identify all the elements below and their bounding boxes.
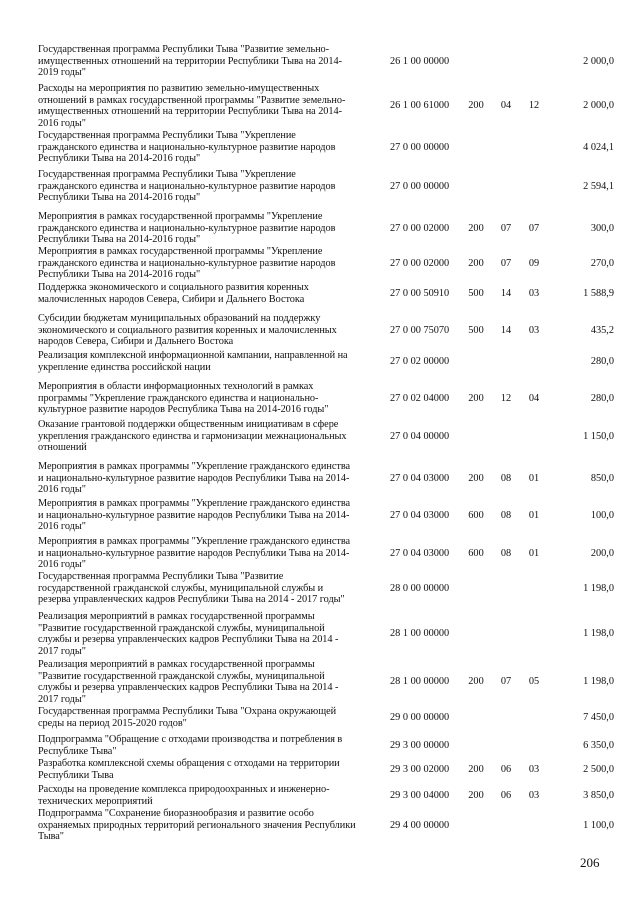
row-amount: 850,0	[590, 472, 614, 484]
row-expense-type: 500	[468, 287, 484, 299]
row-section: 06	[500, 789, 512, 801]
row-target-code: 26 1 00 00000	[390, 55, 450, 67]
row-amount: 7 450,0	[583, 711, 614, 723]
row-amount: 4 024,1	[583, 141, 614, 153]
row-description: Субсидии бюджетам муниципальных образований на поддержку экономического и социального развития коренных и малочисленных народов Севера, Сибири и Дальнего Востока	[38, 313, 337, 348]
row-amount: 1 198,0	[583, 628, 614, 640]
row-description: Государственная программа Республики Тыва "Укрепление гражданского единства и национально-культурное развитие народов Республики Тыва на 2014-2016 годы"	[38, 130, 336, 165]
row-description: Государственная программа Республики Тыва "Охрана окружающей среды на период 2015-2020 годов"	[38, 706, 337, 729]
row-section: 04	[500, 100, 512, 112]
row-amount: 300,0	[590, 222, 614, 234]
row-amount: 1 198,0	[583, 582, 614, 594]
row-section: 06	[500, 763, 512, 775]
row-expense-type: 200	[468, 100, 484, 112]
row-description: Реализация мероприятий в рамках государственной программы "Развитие государственной гражданской службы, муниципальной службы и резерва управленческих кадров Республики Тыва на 2014 - 2017 годы"	[38, 611, 339, 657]
row-subsection: 01	[528, 547, 540, 559]
row-amount: 435,2	[590, 324, 614, 336]
row-description: Мероприятия в рамках программы "Укрепление гражданского единства и национально-культурное развитие народов Республики Тыва на 2014- 2016 годы"	[38, 498, 351, 533]
row-target-code: 27 0 04 03000	[390, 547, 450, 559]
row-expense-type: 200	[468, 222, 484, 234]
row-target-code: 27 0 00 00000	[390, 141, 450, 153]
row-subsection: 03	[528, 789, 540, 801]
row-amount: 270,0	[590, 257, 614, 269]
row-amount: 1 198,0	[583, 676, 614, 688]
row-section: 08	[500, 472, 512, 484]
row-expense-type: 600	[468, 509, 484, 521]
row-description: Расходы на проведение комплекса природоохранных и инженерно- технических мероприятий	[38, 784, 330, 807]
row-amount: 3 850,0	[583, 789, 614, 801]
row-amount: 1 100,0	[583, 819, 614, 831]
row-amount: 2 000,0	[583, 100, 614, 112]
row-expense-type: 600	[468, 547, 484, 559]
row-description: Мероприятия в рамках программы "Укрепление гражданского единства и национально-культурное развитие народов Республики Тыва на 2014- 2016 годы"	[38, 536, 351, 571]
row-description: Государственная программа Республики Тыва "Укрепление гражданского единства и национально-культурное развитие народов Республики Тыва на 2014-2016 годы"	[38, 169, 336, 204]
row-target-code: 27 0 04 00000	[390, 430, 450, 442]
row-amount: 280,0	[590, 392, 614, 404]
row-description: Расходы на мероприятия по развитию земельно-имущественных отношений в рамках государственной программы "Развитие земельно- имущественных отношений на территории Республики Тыва на 2014- 2016 годы"	[38, 83, 346, 129]
row-section: 14	[500, 324, 512, 336]
row-subsection: 05	[528, 676, 540, 688]
row-description: Мероприятия в рамках программы "Укрепление гражданского единства и национально-культурное развитие народов Республики Тыва на 2014- 2016 годы"	[38, 461, 351, 496]
row-description: Мероприятия в области информационных технологий в рамках программы "Укрепление гражданского единства и национально- культурное развитие народов Республика Тыва на 2014-2016 годы"	[38, 381, 329, 416]
row-subsection: 07	[528, 222, 540, 234]
row-target-code: 29 0 00 00000	[390, 711, 450, 723]
row-target-code: 27 0 00 02000	[390, 257, 450, 269]
row-expense-type: 200	[468, 763, 484, 775]
row-description: Мероприятия в рамках государственной программы "Укрепление гражданского единства и национально-культурное развитие народов Республики Тыва на 2014-2016 годы"	[38, 211, 336, 246]
row-section: 07	[500, 257, 512, 269]
row-amount: 200,0	[590, 547, 614, 559]
row-section: 08	[500, 547, 512, 559]
row-description: Подпрограмма "Обращение с отходами производства и потребления в Республике Тыва"	[38, 734, 343, 757]
row-section: 07	[500, 676, 512, 688]
row-description: Оказание грантовой поддержки общественным инициативам в сфере укрепления гражданского единства и гармонизации межнациональных отношений	[38, 419, 347, 454]
row-description: Мероприятия в рамках государственной программы "Укрепление гражданского единства и национально-культурное развитие народов Республики Тыва на 2014-2016 годы"	[38, 246, 336, 281]
row-target-code: 27 0 02 00000	[390, 355, 450, 367]
row-subsection: 01	[528, 509, 540, 521]
row-description: Подпрограмма "Сохранение биоразнообразия и развитие особо охраняемых природных территорий регионального значения Республики Тыва"	[38, 808, 356, 843]
row-section: 08	[500, 509, 512, 521]
row-target-code: 29 3 00 02000	[390, 763, 450, 775]
row-amount: 2 594,1	[583, 180, 614, 192]
row-expense-type: 200	[468, 257, 484, 269]
row-amount: 2 000,0	[583, 55, 614, 67]
row-amount: 6 350,0	[583, 739, 614, 751]
row-target-code: 28 1 00 00000	[390, 628, 450, 640]
row-description: Разработка комплексной схемы обращения с отходами на территории Республики Тыва	[38, 758, 340, 781]
row-amount: 1 588,9	[583, 287, 614, 299]
row-description: Поддержка экономического и социального развития коренных малочисленных народов Севера, Сибири и Дальнего Востока	[38, 282, 309, 305]
row-subsection: 03	[528, 324, 540, 336]
row-subsection: 03	[528, 763, 540, 775]
row-target-code: 29 3 00 04000	[390, 789, 450, 801]
row-subsection: 04	[528, 392, 540, 404]
row-target-code: 28 0 00 00000	[390, 582, 450, 594]
row-target-code: 27 0 04 03000	[390, 472, 450, 484]
row-target-code: 27 0 00 00000	[390, 180, 450, 192]
row-target-code: 29 3 00 00000	[390, 739, 450, 751]
row-amount: 100,0	[590, 509, 614, 521]
row-subsection: 09	[528, 257, 540, 269]
row-target-code: 26 1 00 61000	[390, 100, 450, 112]
row-section: 12	[500, 392, 512, 404]
row-target-code: 27 0 00 02000	[390, 222, 450, 234]
row-amount: 2 500,0	[583, 763, 614, 775]
row-section: 07	[500, 222, 512, 234]
row-subsection: 03	[528, 287, 540, 299]
row-target-code: 28 1 00 00000	[390, 676, 450, 688]
row-expense-type: 200	[468, 472, 484, 484]
row-expense-type: 200	[468, 789, 484, 801]
row-subsection: 12	[528, 100, 540, 112]
row-target-code: 27 0 04 03000	[390, 509, 450, 521]
row-description: Государственная программа Республики Тыва "Развитие земельно- имущественных отношений на территории Республики Тыва на 2014- 2019 годы"	[38, 44, 342, 79]
row-target-code: 27 0 00 75070	[390, 324, 450, 336]
row-amount: 1 150,0	[583, 430, 614, 442]
row-expense-type: 500	[468, 324, 484, 336]
row-target-code: 27 0 00 50910	[390, 287, 450, 299]
row-section: 14	[500, 287, 512, 299]
row-description: Государственная программа Республики Тыва "Развитие государственной гражданской службы, муниципальной службы и резерва управленческих кадров Республики Тыва на 2014 - 2017 годы"	[38, 571, 345, 606]
row-target-code: 27 0 02 04000	[390, 392, 450, 404]
page-number: 206	[580, 855, 600, 870]
row-subsection: 01	[528, 472, 540, 484]
row-expense-type: 200	[468, 392, 484, 404]
row-description: Реализация комплексной информационной кампании, направленной на укрепление единства российской нации	[38, 350, 348, 373]
row-expense-type: 200	[468, 676, 484, 688]
row-amount: 280,0	[590, 355, 614, 367]
row-description: Реализация мероприятий в рамках государственной программы "Развитие государственной гражданской службы, муниципальной службы и резерва управленческих кадров Республики Тыва на 2014 - 2017 годы"	[38, 659, 339, 705]
row-target-code: 29 4 00 00000	[390, 819, 450, 831]
